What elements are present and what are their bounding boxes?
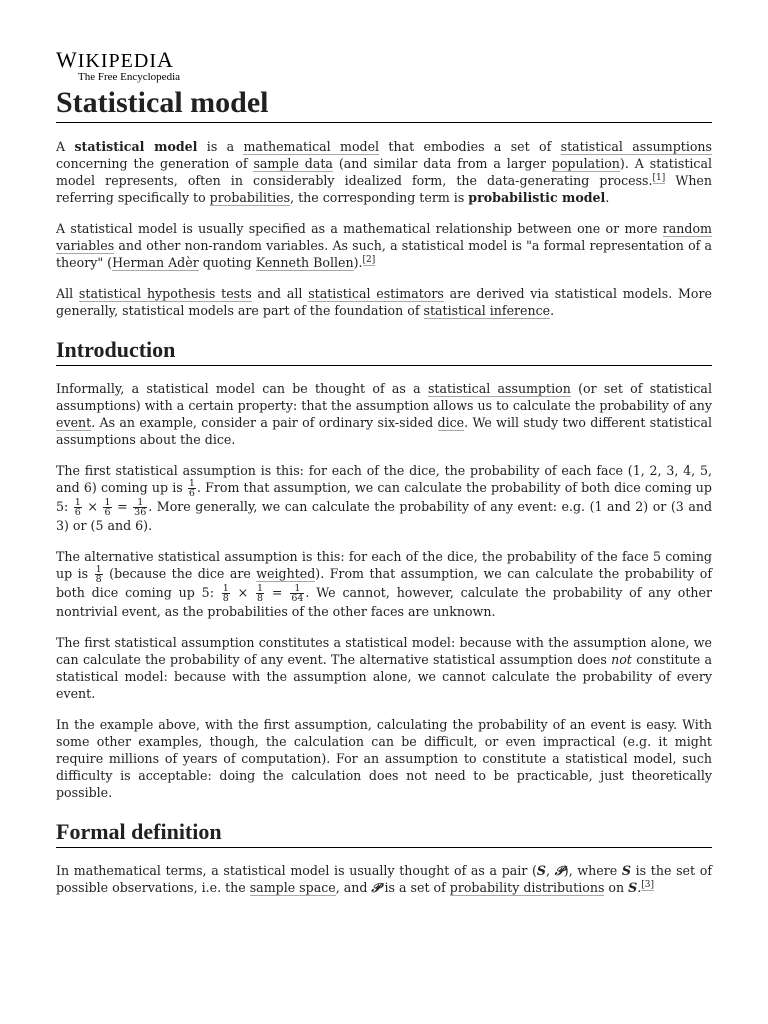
lead-paragraph-2: A statistical model is usually specified as a mathematical relationship between one or more random variables and other non-random variables. As such, a statistical model is "a formal representation of a theory" (Herman Adèr quoting Kenneth Bollen).[2] <box>56 221 712 270</box>
intro-paragraph-4: The first statistical assumption constitutes a statistical model: because with the assumption alone, we can calculate the probability of any event. The alternative statistical assumption does not constitute a statistical model: because with the assumption alone, we cannot calculate the probability of every event. <box>56 635 713 701</box>
link-statistical-inference[interactable]: statistical inference <box>423 303 551 318</box>
reference-2[interactable]: [2] <box>362 254 376 265</box>
math-symbol-s: S <box>628 880 638 895</box>
section-heading-introduction: Introduction <box>56 337 712 366</box>
link-statistical-assumptions[interactable]: statistical assumptions <box>560 139 712 154</box>
section-heading-formal-definition: Formal definition <box>56 819 712 848</box>
math-symbol-s: S <box>536 863 547 878</box>
fraction: $\frac{1}{36}$ <box>134 497 147 518</box>
italic-emphasis: not <box>611 652 632 667</box>
logo-wordmark: WIKIPEDIA <box>56 47 174 72</box>
fraction: $\frac{1}{64}$ <box>291 583 304 604</box>
intro-paragraph-2: The first statistical assumption is this: for each of the dice, the probability of each face (1, 2, 3, 4, 5, and 6) coming up is $\frac{1}{6}$ . From that assumption, we can calculate the probability of both dice coming up 5: $\frac{1}{6}$ × $\frac{1}{6}$ = $\frac{1}{36}$ . More generally, we can calculate the probability of any event: e.g. (1 and 2) or (3 and 3) or (5 and 6). <box>56 463 713 533</box>
article-page <box>56 0 712 896</box>
link-dice[interactable]: dice <box>437 415 465 430</box>
wikipedia-logo[interactable] <box>56 47 712 86</box>
link-kenneth-bollen[interactable]: Kenneth Bollen <box>255 255 354 270</box>
link-herman-ader[interactable]: Herman Adèr <box>112 255 199 270</box>
math-symbol-s: S <box>621 863 631 878</box>
reference-1[interactable]: [1] <box>652 172 666 183</box>
lead-paragraph-1: A statistical model is a mathematical model that embodies a set of statistical assumptions concerning the generation of sample data (and similar data from a larger population). A statistical model represents, often in considerably idealized form, the data-generating process.[1] When referring specifically to probabilities, the corresponding term is probabilistic model. <box>56 139 712 205</box>
page-title: Statistical model <box>56 86 712 123</box>
math-symbol-p: 𝒫 <box>371 880 381 895</box>
link-sample-data[interactable]: sample data <box>253 156 333 171</box>
link-event[interactable]: event <box>56 415 92 430</box>
link-sample-space[interactable]: sample space <box>249 880 336 895</box>
fraction: $\frac{1}{6}$ <box>74 497 81 518</box>
bold-term: probabilistic model <box>468 190 606 205</box>
link-statistical-estimators[interactable]: statistical estimators <box>308 286 444 301</box>
link-population[interactable]: population <box>551 156 620 171</box>
fraction: $\frac{1}{6}$ <box>104 497 111 518</box>
formal-paragraph-1: In mathematical terms, a statistical model is usually thought of as a pair (S, 𝒫), where S is the set of possible observations, i.e. the sample space, and 𝒫 is a set of probability distributions on S.[3] <box>56 863 712 895</box>
logo-tagline: The Free Encyclopedia <box>78 71 181 83</box>
link-statistical-assumption[interactable]: statistical assumption <box>427 381 571 396</box>
intro-paragraph-3: The alternative statistical assumption is this: for each of the dice, the probability of the face 5 coming up is $\frac{1}{8}$ (because the dice are weighted). From that assumption, we can calculate the probability of both dice coming up 5: $\frac{1}{8}$ × $\frac{1}{8}$ = $\frac{1}{64}$ . We cannot, however, calculate the probability of any other nontrivial event, as the probabilities of the other faces are unknown. <box>56 549 713 619</box>
reference-3[interactable]: [3] <box>641 879 654 890</box>
lead-paragraph-3: All statistical hypothesis tests and all statistical estimators are derived via statistical models. More generally, statistical models are part of the foundation of statistical inference. <box>56 286 712 318</box>
link-probability-distributions[interactable]: probability distributions <box>449 880 605 895</box>
fraction: $\frac{1}{6}$ <box>188 478 195 499</box>
fraction: $\frac{1}{8}$ <box>222 583 229 604</box>
link-weighted[interactable]: weighted <box>256 566 316 581</box>
link-mathematical-model[interactable]: mathematical model <box>243 139 380 154</box>
bold-term: statistical model <box>74 139 198 154</box>
link-probabilities[interactable]: probabilities <box>209 190 291 205</box>
fraction: $\frac{1}{8}$ <box>257 583 264 604</box>
intro-paragraph-5: In the example above, with the first assumption, calculating the probability of an event is easy. With some other examples, though, the calculation can be difficult, or even impractical (e.g. it might require millions of years of computation). For an assumption to constitute a statistical model, such difficulty is acceptable: doing the calculation does not need to be practicable, just theoretically possible. <box>56 717 712 800</box>
link-statistical-hypothesis-tests[interactable]: statistical hypothesis tests <box>78 286 252 301</box>
fraction: $\frac{1}{8}$ <box>95 564 102 585</box>
intro-paragraph-1: Informally, a statistical model can be thought of as a statistical assumption (or set of statistical assumptions) with a certain property: that the assumption allows us to calculate the probability of any event. As an example, consider a pair of ordinary six-sided dice. We will study two different statistical assumptions about the dice. <box>56 381 712 447</box>
link-random-variables[interactable]: random variables <box>56 221 712 253</box>
math-symbol-p: 𝒫 <box>554 863 564 878</box>
